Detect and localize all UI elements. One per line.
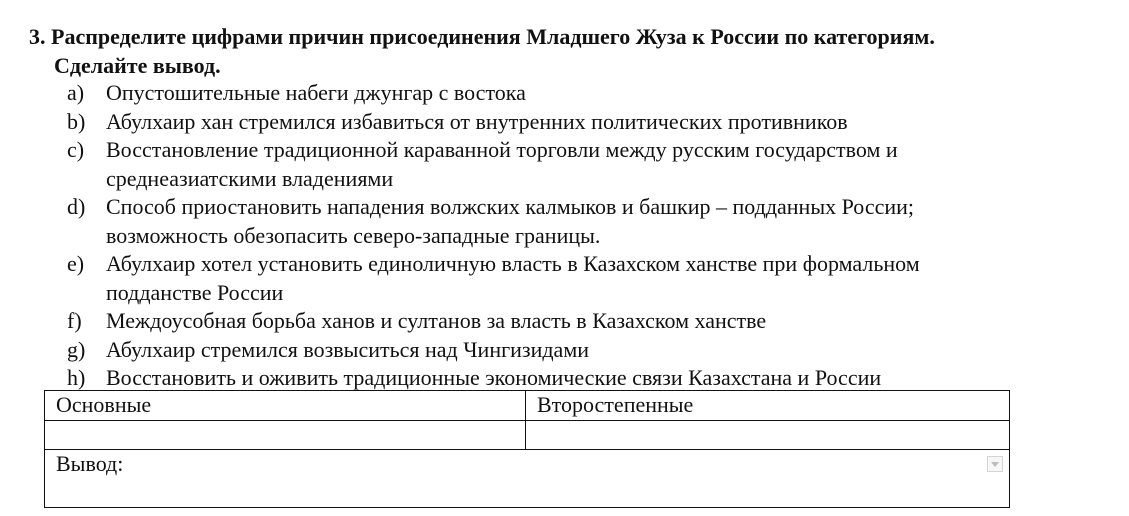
item-text-continued: возможность обезопасить северо-западные границы. (106, 222, 601, 248)
list-item (67, 364, 1067, 393)
task-title-line2: Сделайте вывод. (54, 53, 221, 78)
item-text-continued: подданстве России (106, 279, 284, 305)
list-item (67, 136, 1067, 193)
item-marker: h) (67, 365, 86, 390)
chevron-down-icon[interactable] (987, 456, 1003, 472)
list-item (67, 336, 1067, 365)
header-main: Основные (45, 391, 526, 421)
answer-table (44, 390, 1010, 508)
item-marker: g) (67, 336, 86, 362)
conclusion-label: Вывод: (56, 451, 124, 476)
main-answer-cell[interactable] (45, 421, 526, 450)
item-marker: d) (67, 194, 86, 219)
item-marker: e) (67, 251, 85, 276)
item-text: Восстановление традиционной караванной торговли между русским государством и (106, 137, 898, 162)
task-title-line1: 3. Распределите цифрами причин присоединения Младшего Жуза к России по категориям. (29, 24, 935, 49)
item-marker: f) (67, 308, 82, 333)
list-item (67, 307, 1067, 336)
item-marker: a) (67, 80, 85, 105)
list-item (67, 250, 1067, 307)
conclusion-cell[interactable] (45, 450, 1010, 508)
item-text: Абулхаир хотел установить единоличную власть в Казахском ханстве при формальном (106, 251, 920, 276)
item-text: Абулхаир хан стремился избавиться от внутренних политических противников (106, 108, 848, 134)
item-marker: c) (67, 137, 85, 162)
item-text: Восстановить и оживить традиционные экономические связи Казахстана и России (106, 365, 882, 390)
list-item (67, 193, 1067, 250)
header-secondary: Второстепенные (526, 391, 1010, 421)
table-header-row (45, 391, 1010, 421)
conclusion-row (45, 450, 1010, 508)
reasons-list (67, 79, 1067, 393)
item-marker: b) (67, 108, 86, 134)
list-item (67, 108, 1067, 137)
list-item (67, 79, 1067, 108)
task-heading (29, 22, 1109, 80)
item-text: Абулхаир стремился возвыситься над Чингизидами (106, 336, 590, 362)
item-text: Опустошительные набеги джунгар с востока (106, 80, 526, 105)
item-text: Способ приостановить нападения волжских калмыков и башкир – подданных России; (106, 194, 915, 219)
table-row (45, 421, 1010, 450)
item-text-continued: среднеазиатскими владениями (106, 165, 394, 191)
secondary-answer-cell[interactable] (526, 421, 1010, 450)
item-text: Междоусобная борьба ханов и султанов за власть в Казахском ханстве (106, 308, 767, 333)
